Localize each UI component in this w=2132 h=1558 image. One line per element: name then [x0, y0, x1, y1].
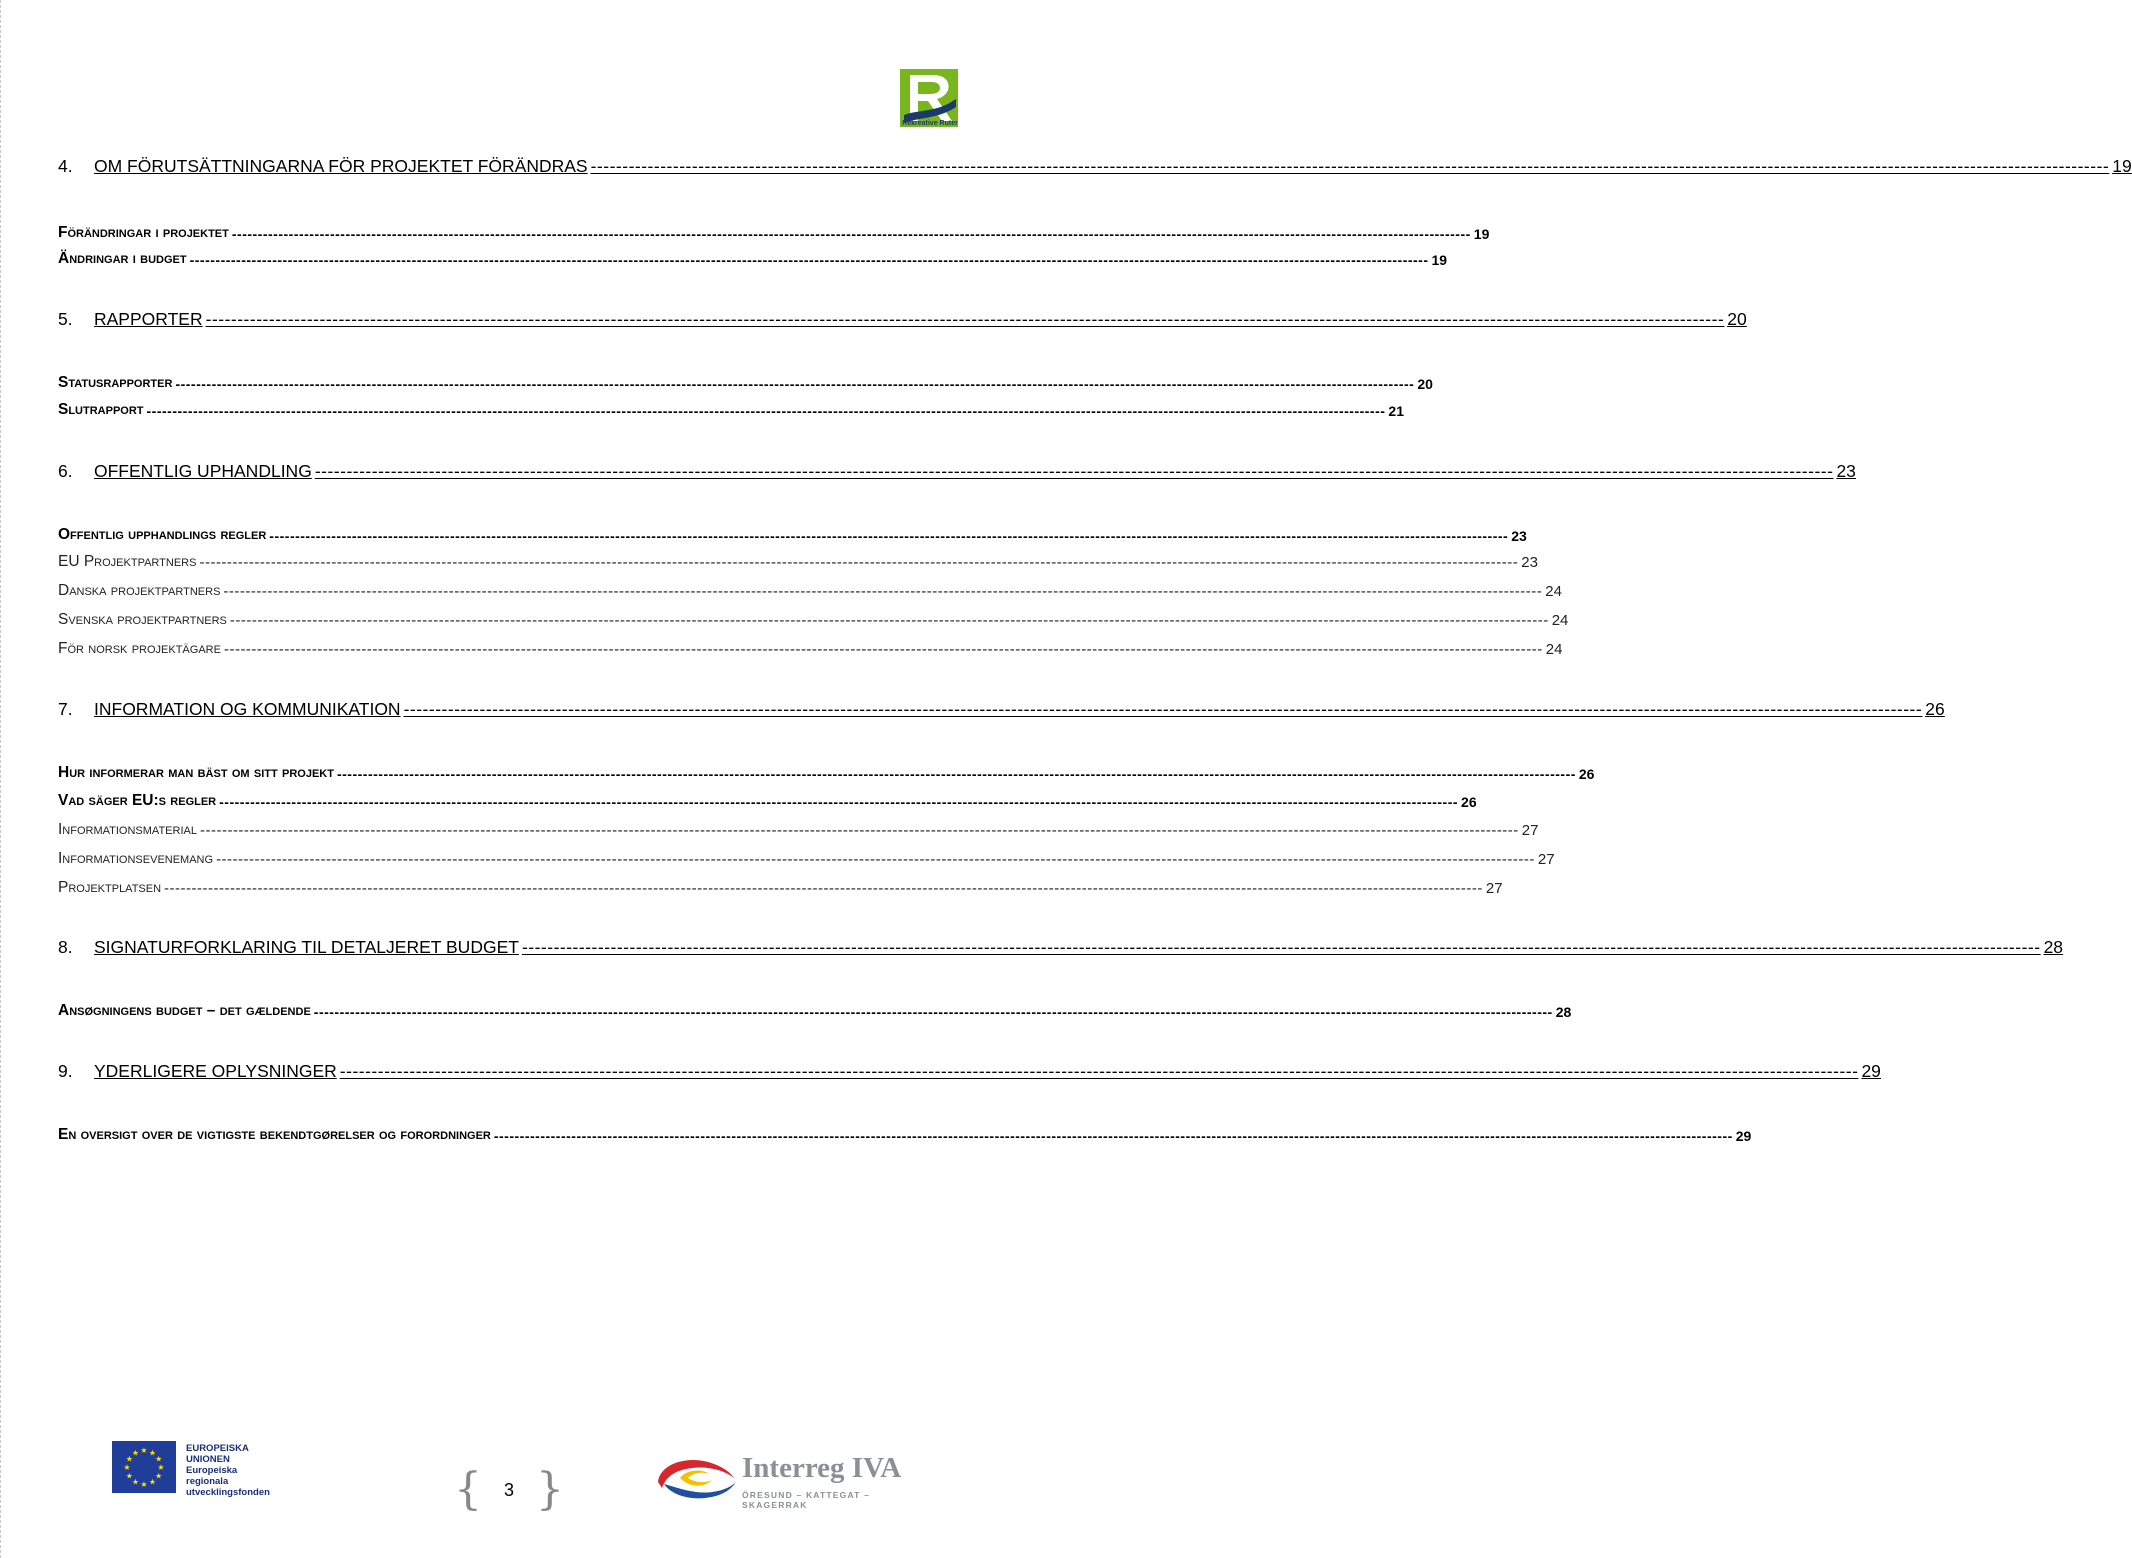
toc-page-number: 19	[2112, 156, 2132, 176]
toc-entry[interactable]	[58, 578, 1562, 600]
toc-leader: ------------------------------------------------------------------------------------------------------------------------------------------------------------------------------------------------------------------------------------------------	[189, 252, 1429, 268]
toc-label	[58, 937, 519, 958]
toc-entry[interactable]	[58, 246, 1448, 268]
toc-heading[interactable]	[58, 155, 2132, 177]
toc-page-number: 26	[1461, 794, 1477, 810]
toc-page-number: 23	[1521, 554, 1538, 571]
toc-heading[interactable]	[58, 1060, 1881, 1082]
toc-title: INFORMATION OG KOMMUNIKATION	[94, 699, 401, 719]
toc-label: Offentlig upphandlings regler	[58, 526, 267, 543]
toc-label: Informationsmaterial	[58, 821, 197, 838]
interreg-title: Interreg IVA	[742, 1452, 902, 1484]
toc-title: RAPPORTER	[94, 309, 203, 329]
toc-heading[interactable]	[58, 936, 2064, 958]
toc-leader: ------------------------------------------------------------------------------------------------------------------------------------------------------------------------------------------------------------------------------------------------	[229, 612, 1549, 629]
toc-page-number: 20	[1727, 309, 1747, 329]
page-margin-line	[0, 0, 3, 1558]
toc-page-number: 27	[1521, 822, 1539, 839]
toc-label: Danska projektpartners	[58, 582, 221, 599]
eu-star-icon: ★	[125, 1471, 133, 1481]
toc-leader: ------------------------------------------------------------------------------------------------------------------------------------------------------------------------------------------------------------------------------------------------	[590, 156, 2110, 176]
toc-title: YDERLIGERE OPLYSNINGER	[94, 1061, 337, 1081]
logo-caption: Rekreative Ruter	[902, 120, 958, 127]
toc-page-number: 26	[1578, 766, 1595, 782]
eu-flag-icon	[112, 1441, 176, 1493]
eu-star-icon: ★	[131, 1448, 140, 1458]
toc-number: 5.	[58, 309, 73, 329]
toc-entry[interactable]	[58, 1122, 1752, 1144]
toc-page-number: 27	[1485, 880, 1503, 897]
toc-entry[interactable]	[58, 817, 1539, 839]
toc-label	[58, 461, 312, 482]
toc-page-number: 29	[1861, 1061, 1881, 1081]
toc-label: En oversigt over de vigtigste bekendtgørelser og forordninger	[58, 1126, 491, 1143]
eu-star-icon: ★	[123, 1463, 131, 1472]
toc-heading[interactable]	[58, 308, 1747, 330]
left-brace-icon: {	[454, 1464, 482, 1515]
eu-logo-text: EUROPEISKA UNIONEN Europeiska regionala utvecklingsfonden	[186, 1443, 270, 1498]
toc-leader: ------------------------------------------------------------------------------------------------------------------------------------------------------------------------------------------------------------------------------------------------	[521, 937, 2041, 957]
toc-number: 4.	[58, 156, 73, 176]
toc-entry[interactable]	[58, 760, 1595, 782]
toc-label: Informationsevenemang	[58, 850, 214, 867]
page-number-box	[454, 1464, 565, 1515]
toc-leader: ------------------------------------------------------------------------------------------------------------------------------------------------------------------------------------------------------------------------------------------------	[199, 822, 1519, 839]
right-brace-icon: }	[536, 1464, 565, 1515]
toc-label	[58, 156, 588, 177]
toc-entry[interactable]	[58, 607, 1569, 629]
toc-entry[interactable]	[58, 549, 1538, 571]
interreg-subtitle: ÖRESUND – KATTEGAT – SKAGERRAK	[742, 1490, 871, 1510]
toc-label	[58, 309, 203, 330]
interreg-swirl-icon	[650, 1448, 740, 1508]
toc-number: 9.	[58, 1061, 73, 1081]
toc-entry[interactable]	[58, 220, 1490, 242]
toc-page-number: 24	[1545, 583, 1562, 600]
toc-label: Projektplatsen	[58, 879, 162, 896]
toc-page-number: 19	[1431, 252, 1448, 268]
toc-label: Slutrapport	[58, 401, 144, 418]
toc-page-number: 27	[1537, 851, 1555, 868]
toc-label: Vad säger EU:s regler	[58, 792, 217, 809]
toc-page-number: 20	[1417, 376, 1433, 392]
toc-leader: ------------------------------------------------------------------------------------------------------------------------------------------------------------------------------------------------------------------------------------------------	[313, 1004, 1553, 1020]
toc-number: 7.	[58, 699, 73, 719]
toc-page-number: 23	[1511, 528, 1527, 544]
eu-star-icon: ★	[125, 1454, 133, 1464]
toc-page-number: 28	[2043, 937, 2064, 957]
toc-leader: ------------------------------------------------------------------------------------------------------------------------------------------------------------------------------------------------------------------------------------------------	[403, 699, 1923, 719]
eu-star-icon: ★	[148, 1477, 157, 1487]
toc-leader: ------------------------------------------------------------------------------------------------------------------------------------------------------------------------------------------------------------------------------------------------	[205, 309, 1725, 329]
toc-label: Förändringar i projektet	[58, 224, 229, 241]
toc-label: EU Projektpartners	[58, 553, 197, 570]
toc-page-number: 19	[1473, 226, 1490, 242]
eu-star-icon: ★	[155, 1454, 163, 1464]
toc-label: Svenska projektpartners	[58, 611, 227, 628]
toc-entry[interactable]	[58, 998, 1572, 1020]
eu-star-icon: ★	[157, 1463, 165, 1472]
toc-leader: ------------------------------------------------------------------------------------------------------------------------------------------------------------------------------------------------------------------------------------------------	[219, 794, 1459, 810]
toc-page-number: 26	[1925, 699, 1945, 719]
toc-leader: ------------------------------------------------------------------------------------------------------------------------------------------------------------------------------------------------------------------------------------------------	[269, 528, 1509, 544]
toc-entry[interactable]	[58, 370, 1433, 392]
toc-leader: ------------------------------------------------------------------------------------------------------------------------------------------------------------------------------------------------------------------------------------------------	[314, 461, 1834, 481]
toc-entry[interactable]	[58, 788, 1477, 810]
toc-page-number: 24	[1551, 612, 1569, 629]
eu-star-icon: ★	[148, 1448, 157, 1458]
toc-label: Ansøgningens budget – det gældende	[58, 1002, 311, 1019]
toc-page-number: 29	[1735, 1128, 1752, 1144]
toc-entry[interactable]	[58, 846, 1555, 868]
toc-leader: ------------------------------------------------------------------------------------------------------------------------------------------------------------------------------------------------------------------------------------------------	[223, 583, 1543, 600]
toc-label: Ändringar i budget	[58, 250, 187, 267]
toc-leader: ------------------------------------------------------------------------------------------------------------------------------------------------------------------------------------------------------------------------------------------------	[336, 766, 1576, 782]
interreg-logo	[650, 1448, 910, 1508]
toc-label	[58, 1061, 337, 1082]
toc-title: OFFENTLIG UPHANDLING	[94, 461, 312, 481]
toc-title: SIGNATURFORKLARING TIL DETALJERET BUDGET	[94, 937, 519, 957]
toc-leader: ------------------------------------------------------------------------------------------------------------------------------------------------------------------------------------------------------------------------------------------------	[493, 1128, 1733, 1144]
toc-entry[interactable]	[58, 397, 1404, 419]
toc-label: Statusrapporter	[58, 374, 173, 391]
toc-leader: ------------------------------------------------------------------------------------------------------------------------------------------------------------------------------------------------------------------------------------------------	[164, 880, 1483, 897]
toc-leader: ------------------------------------------------------------------------------------------------------------------------------------------------------------------------------------------------------------------------------------------------	[146, 403, 1386, 419]
eu-star-icon: ★	[131, 1477, 140, 1487]
toc-page-number: 28	[1555, 1004, 1572, 1020]
toc-number: 8.	[58, 937, 73, 957]
eu-logo	[112, 1441, 282, 1496]
toc-number: 6.	[58, 461, 73, 481]
eu-star-icon: ★	[140, 1480, 148, 1489]
toc-label: För norsk projektägare	[58, 640, 221, 657]
toc-entry[interactable]	[58, 522, 1527, 544]
toc-leader: ------------------------------------------------------------------------------------------------------------------------------------------------------------------------------------------------------------------------------------------------	[216, 851, 1535, 868]
toc-label: Hur informerar man bäst om sitt projekt	[58, 764, 334, 781]
eu-star-icon: ★	[140, 1446, 148, 1455]
toc-entry[interactable]	[58, 875, 1503, 897]
toc-entry[interactable]	[58, 636, 1563, 658]
toc-leader: ------------------------------------------------------------------------------------------------------------------------------------------------------------------------------------------------------------------------------------------------	[339, 1061, 1859, 1081]
eu-star-icon: ★	[155, 1471, 163, 1481]
page-number: 3	[504, 1479, 515, 1500]
toc-label	[58, 699, 401, 720]
toc-title: OM FÖRUTSÄTTNINGARNA FÖR PROJEKTET FÖRÄNDRAS	[94, 156, 588, 176]
toc-leader: ------------------------------------------------------------------------------------------------------------------------------------------------------------------------------------------------------------------------------------------------	[231, 226, 1471, 242]
toc-heading[interactable]	[58, 460, 1856, 482]
toc-page-number: 21	[1388, 403, 1404, 419]
toc-leader: ------------------------------------------------------------------------------------------------------------------------------------------------------------------------------------------------------------------------------------------------	[175, 376, 1415, 392]
toc-heading[interactable]	[58, 698, 1945, 720]
toc-leader: ------------------------------------------------------------------------------------------------------------------------------------------------------------------------------------------------------------------------------------------------	[223, 641, 1543, 658]
toc-page-number: 24	[1545, 641, 1563, 658]
toc-page-number: 23	[1836, 461, 1856, 481]
toc-leader: ------------------------------------------------------------------------------------------------------------------------------------------------------------------------------------------------------------------------------------------------	[199, 554, 1519, 571]
